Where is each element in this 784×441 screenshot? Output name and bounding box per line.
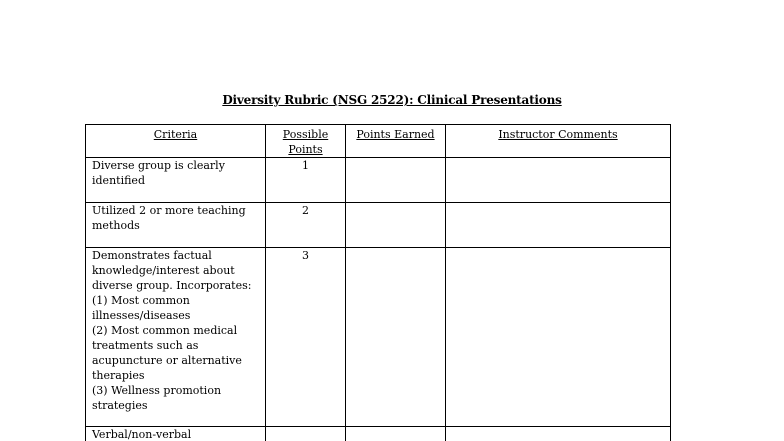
criteria-text: Utilized 2 or more teaching methods [92,204,246,232]
header-instructor-comments: Instructor Comments [446,125,671,158]
criteria-cell [86,427,266,441]
points-earned-cell[interactable] [346,203,446,248]
criteria-cell [86,158,266,203]
table-header-row [86,125,671,158]
points-earned-cell[interactable] [346,427,446,441]
criteria-cell [86,203,266,248]
instructor-comments-cell[interactable] [446,427,671,441]
rubric-table [85,124,671,441]
possible-points-cell: 1 [266,158,346,203]
possible-points-cell: 3 [266,248,346,427]
possible-points-cell: 2 [266,203,346,248]
table-row [86,248,671,427]
criteria-subitem: (1) Most common illnesses/diseases [92,294,191,322]
document-title: Diversity Rubric (NSG 2522): Clinical Presentations [222,93,562,107]
header-possible-points: Possible Points [266,125,346,158]
header-points-earned: Points Earned [346,125,446,158]
table-row [86,203,671,248]
instructor-comments-cell[interactable] [446,248,671,427]
criteria-subitem: (2) Most common medical treatments such as acupuncture or alternative therapies [92,324,242,382]
points-earned-cell[interactable] [346,158,446,203]
instructor-comments-cell[interactable] [446,203,671,248]
points-earned-cell[interactable] [346,248,446,427]
criteria-subitem: (3) Wellness promotion strategies [92,384,222,412]
criteria-text: Verbal/non-verbal [92,428,192,441]
table-row [86,158,671,203]
possible-points-cell [266,427,346,441]
header-criteria: Criteria [86,125,266,158]
criteria-text: Diverse group is clearly identified [92,159,225,187]
criteria-text: Demonstrates factual knowledge/interest about diverse group. Incorporates: [92,249,252,292]
criteria-cell [86,248,266,427]
instructor-comments-cell[interactable] [446,158,671,203]
table-row [86,427,671,441]
